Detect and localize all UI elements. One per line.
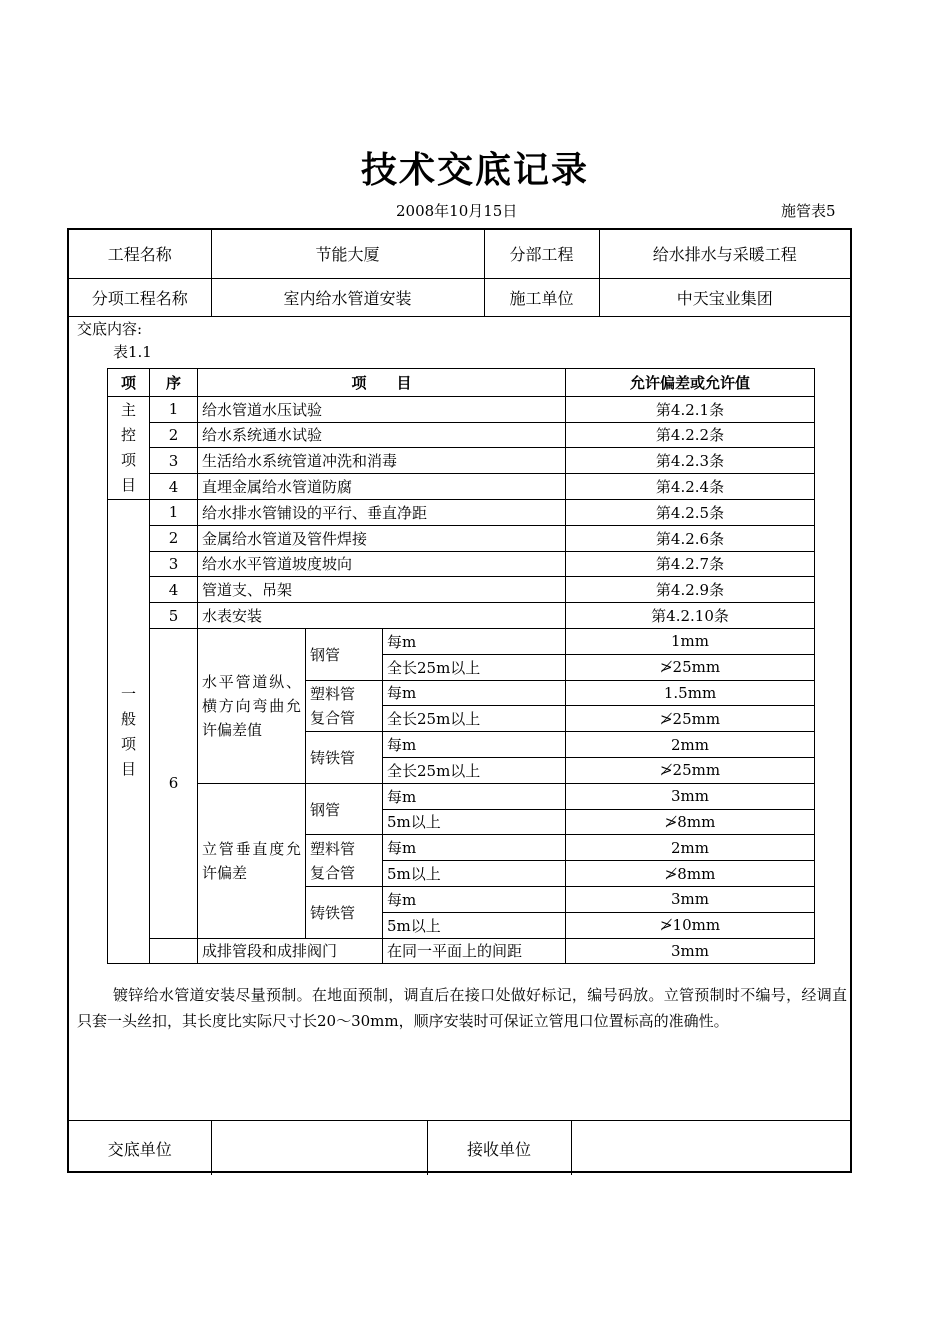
col-header-no: 序: [150, 369, 198, 397]
cond-value: 3mm: [566, 886, 815, 912]
last-row-item: 成排管段和成排阀门: [198, 938, 383, 964]
row-no: 1: [150, 396, 198, 422]
row-value: 第4.2.7条: [566, 551, 815, 577]
row-item: 水表安装: [198, 603, 566, 629]
cond-value: 2mm: [566, 835, 815, 861]
cond: 全长25m以上: [383, 706, 566, 732]
cond: 每m: [383, 680, 566, 706]
row-item: 生活给水系统管道冲洗和消毒: [198, 448, 566, 474]
row-value: 第4.2.6条: [566, 525, 815, 551]
row-item: 给水系统通水试验: [198, 422, 566, 448]
record-frame: [67, 228, 852, 1173]
last-row-cond: 在同一平面上的间距: [383, 938, 566, 964]
division-label: 分部工程: [484, 230, 599, 278]
issuer-field[interactable]: [211, 1121, 427, 1176]
row-no: 1: [150, 499, 198, 525]
last-row-value: 3mm: [566, 938, 815, 964]
row-item: 金属给水管道及管件焊接: [198, 525, 566, 551]
cond: 5m以上: [383, 809, 566, 835]
group-main: 主控项目: [108, 396, 150, 499]
group-general: 一般项目: [108, 499, 150, 963]
cond-value: 1.5mm: [566, 680, 815, 706]
receiver-label: 接收单位: [427, 1121, 571, 1176]
pipe-plastic: 塑料管复合管: [306, 835, 383, 887]
content-label: 交底内容:: [77, 320, 143, 338]
footer-table: [69, 1120, 850, 1175]
table-label: 表1.1: [113, 343, 152, 361]
pipe-plastic: 塑料管复合管: [306, 680, 383, 732]
cond-value: ≯25mm: [566, 706, 815, 732]
col-header-value: 允许偏差或允许值: [566, 369, 815, 397]
subitem-value: 室内给水管道安装: [211, 278, 484, 316]
note-paragraph: 镀锌给水管道安装尽量预制。在地面预制，调直后在接口处做好标记，编号码放。立管预制时不编号，经调直只套一头丝扣，其长度比实际尺寸长20～30mm，顺序安装时可保证立管甩口位置标高的准确性。: [77, 986, 847, 1030]
cond-value: ≯8mm: [566, 809, 815, 835]
project-name-value: 节能大厦: [211, 230, 484, 278]
pipe-cast: 铸铁管: [306, 886, 383, 938]
row-no: 3: [150, 448, 198, 474]
form-number: 施管表5: [781, 202, 836, 220]
cond-value: ≯25mm: [566, 757, 815, 783]
row-value: 第4.2.9条: [566, 577, 815, 603]
contractor-label: 施工单位: [484, 278, 599, 316]
row-item: 给水排水管铺设的平行、垂直净距: [198, 499, 566, 525]
row-item: 管道支、吊架: [198, 577, 566, 603]
horizontal-label: 水平管道纵、横方向弯曲允许偏差值: [198, 628, 306, 783]
cond: 每m: [383, 886, 566, 912]
pipe-steel: 钢管: [306, 783, 383, 835]
cond-value: 1mm: [566, 628, 815, 654]
row-no: 3: [150, 551, 198, 577]
row-value: 第4.2.5条: [566, 499, 815, 525]
col-header-category: 项: [108, 369, 150, 397]
row-no: 4: [150, 474, 198, 500]
col-header-item: 项 目: [198, 369, 566, 397]
pipe-cast: 铸铁管: [306, 732, 383, 784]
row-no: 2: [150, 525, 198, 551]
contractor-value: 中天宝业集团: [599, 278, 850, 316]
cond: 每m: [383, 835, 566, 861]
cond: 全长25m以上: [383, 654, 566, 680]
cond-value: 2mm: [566, 732, 815, 758]
division-value: 给水排水与采暖工程: [599, 230, 850, 278]
row-value: 第4.2.3条: [566, 448, 815, 474]
cond-value: 3mm: [566, 783, 815, 809]
spec-table: [107, 368, 815, 964]
row-item: 给水管道水压试验: [198, 396, 566, 422]
row6-no: 6: [150, 628, 198, 938]
cond: 5m以上: [383, 861, 566, 887]
header-table: [69, 230, 850, 317]
page-title: 技术交底记录: [360, 150, 589, 191]
pipe-steel: 钢管: [306, 628, 383, 680]
row-value: 第4.2.2条: [566, 422, 815, 448]
row-no: 4: [150, 577, 198, 603]
subitem-label: 分项工程名称: [69, 278, 211, 316]
cond: 5m以上: [383, 912, 566, 938]
receiver-field[interactable]: [571, 1121, 850, 1176]
cond: 每m: [383, 783, 566, 809]
last-row-no: [150, 938, 198, 964]
row-no: 5: [150, 603, 198, 629]
cond: 全长25m以上: [383, 757, 566, 783]
cond-value: ≯10mm: [566, 912, 815, 938]
row-value: 第4.2.1条: [566, 396, 815, 422]
vertical-label: 立管垂直度允许偏差: [198, 783, 306, 938]
cond-value: ≯25mm: [566, 654, 815, 680]
cond: 每m: [383, 732, 566, 758]
row-value: 第4.2.4条: [566, 474, 815, 500]
row-no: 2: [150, 422, 198, 448]
row-item: 直埋金属给水管道防腐: [198, 474, 566, 500]
cond: 每m: [383, 628, 566, 654]
row-item: 给水水平管道坡度坡向: [198, 551, 566, 577]
cond-value: ≯8mm: [566, 861, 815, 887]
record-date: 2008年10月15日: [396, 202, 518, 220]
row-value: 第4.2.10条: [566, 603, 815, 629]
project-name-label: 工程名称: [69, 230, 211, 278]
issuer-label: 交底单位: [69, 1121, 211, 1176]
